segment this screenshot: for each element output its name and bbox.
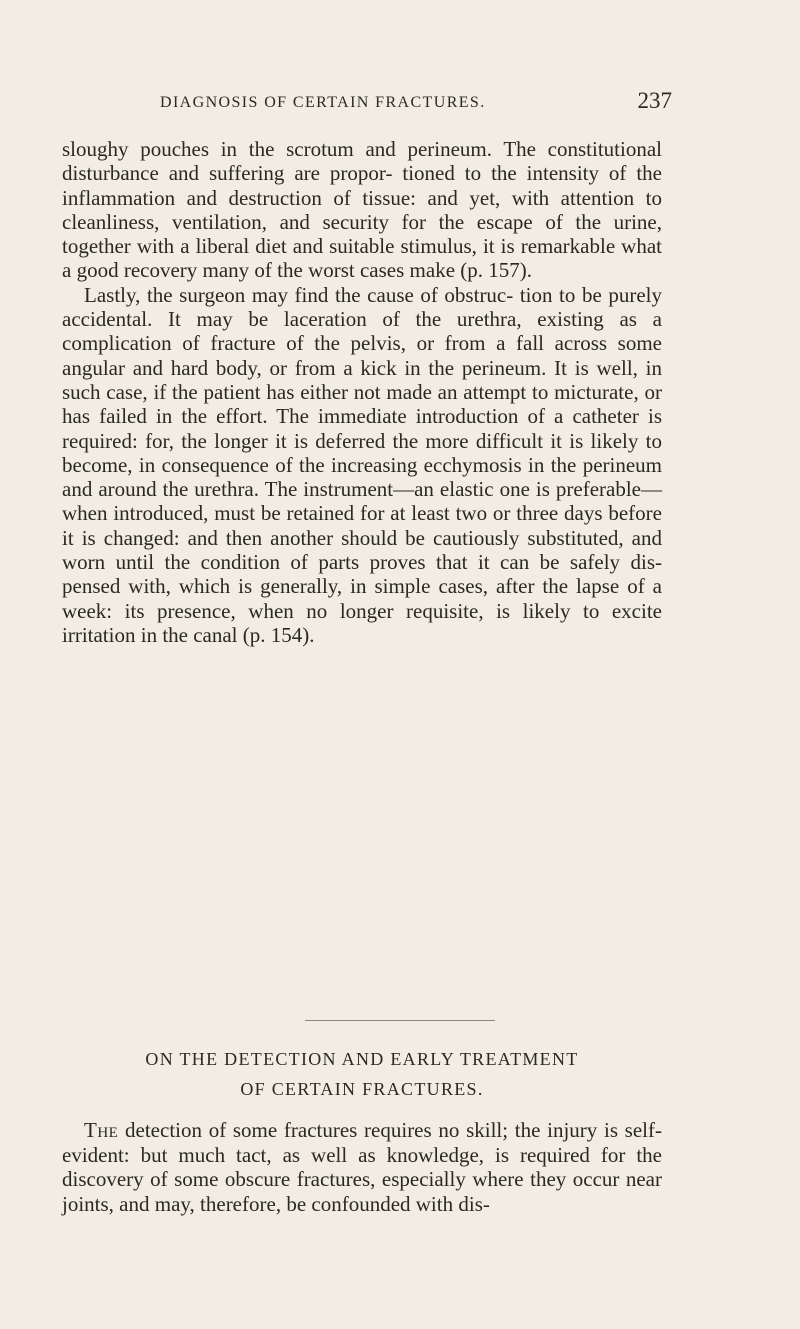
- paragraph-1: sloughy pouches in the scrotum and perineum. The constitutional disturbance and suffering are propor- tioned to the intensity of the inflammation and destruction of tissue: and yet, with attention to cleanliness, ventilation, and security for the escape of the urine, together with a liberal diet and suitable stimulus, it is remarkable what a good recovery many of the worst cases make (p. 157).: [62, 137, 662, 283]
- section-heading-line-1: ON THE DETECTION AND EARLY TREATMENT: [145, 1049, 579, 1069]
- running-head: [60, 88, 672, 122]
- section-divider: [305, 1020, 495, 1021]
- section-lead-word: The: [84, 1118, 119, 1142]
- body-text: [62, 137, 662, 647]
- section-text: [62, 1118, 662, 1216]
- section-paragraph: [62, 1118, 662, 1216]
- paragraph-2: Lastly, the surgeon may find the cause of obstruc- tion to be purely accidental. It may be laceration of the urethra, existing as a complication of fracture of the pelvis, or from a fall across some angular and hard body, or from a kick in the perineum. It is well, in such case, if the patient has either not made an attempt to micturate, or has failed in the effort. The immediate introduction of a catheter is required: for, the longer it is deferred the more difficult it is likely to become, in consequence of the increasing ecchymosis in the perineum and around the urethra. The instrument—an elastic one is preferable—when introduced, must be retained for at least two or three days before it is changed: and then another should be cautiously substituted, and worn until the condition of parts proves that it can be safely dis- pensed with, which is generally, in simple cases, after the lapse of a week: its presence, when no longer requisite, is likely to excite irritation in the canal (p. 154).: [62, 282, 662, 647]
- page-number: 237: [637, 88, 672, 113]
- running-title: DIAGNOSIS OF CERTAIN FRACTURES.: [160, 94, 486, 111]
- section-heading: [62, 1044, 662, 1104]
- section-paragraph-text: detection of some fractures requires no skill; the injury is self-evident: but much tact, as well as knowledge, is required for the discovery of some obscure fractures, especially where they occur near joints, and may, therefore, be confounded with dis-: [62, 1118, 662, 1216]
- section-heading-line-2: OF CERTAIN FRACTURES.: [240, 1079, 484, 1099]
